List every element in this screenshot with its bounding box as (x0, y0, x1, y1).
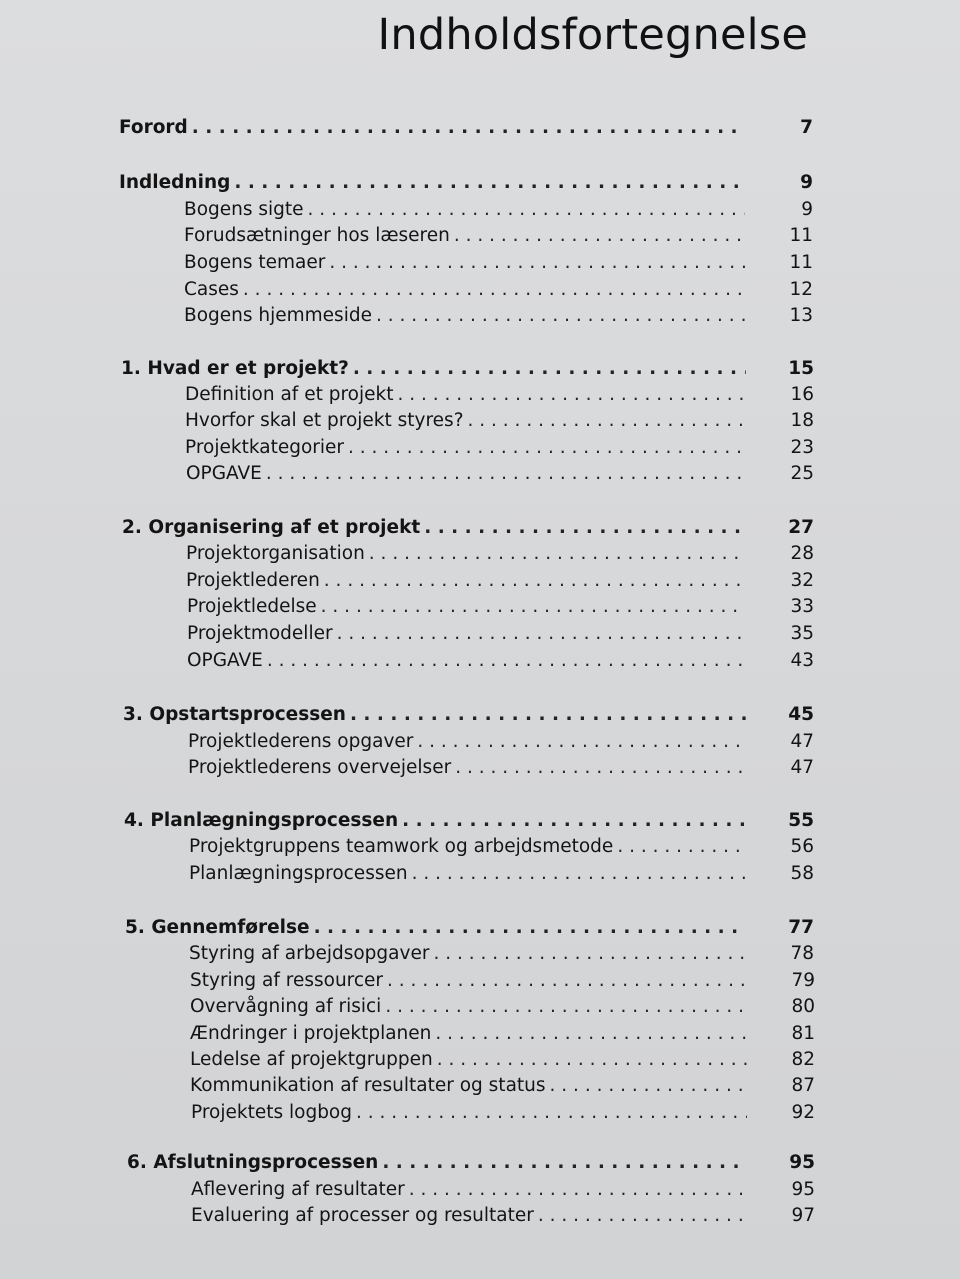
toc-entry-label: Kommunikation af resultater og status (190, 1075, 546, 1096)
toc-section-entry (190, 1021, 815, 1047)
toc-entry-page-number: 79 (791, 970, 815, 991)
toc-entry-page-number: 33 (790, 596, 814, 617)
toc-entry-page-number: 9 (801, 199, 813, 220)
dot-leader (437, 1047, 747, 1073)
dot-leader (376, 303, 745, 329)
toc-entry-label: Projektlederen (186, 570, 320, 591)
toc-section-entry (191, 1177, 815, 1203)
toc-entry-label: 5. Gennemførelse (125, 917, 310, 938)
toc-entry-label: Projektmodeller (187, 623, 333, 644)
dot-leader (267, 648, 746, 674)
dot-leader (234, 170, 745, 196)
toc-section-entry (190, 994, 815, 1020)
toc-entry-page-number: 55 (788, 810, 814, 831)
toc-entry-page-number: 45 (788, 704, 814, 725)
toc-section-entry (190, 1047, 815, 1073)
toc-section-entry (191, 1100, 815, 1126)
toc-chapter-entry (122, 515, 814, 541)
toc-entry-label: Styring af arbejdsopgaver (189, 943, 430, 964)
dot-leader (412, 861, 746, 887)
toc-entry-label: Bogens sigte (184, 199, 304, 220)
dot-leader (385, 994, 747, 1020)
toc-chapter-entry (127, 1150, 815, 1176)
toc-entry-page-number: 27 (788, 517, 814, 538)
toc-section-entry (185, 408, 814, 434)
toc-chapter-entry (123, 702, 814, 728)
toc-entry-page-number: 25 (790, 463, 814, 484)
dot-leader (397, 382, 746, 408)
toc-section-entry (189, 941, 814, 967)
toc-section-entry (191, 1203, 815, 1229)
toc-entry-page-number: 82 (791, 1049, 815, 1070)
toc-entry-page-number: 47 (790, 757, 814, 778)
dot-leader (550, 1073, 747, 1099)
toc-section-entry (185, 435, 814, 461)
toc-section-entry (184, 277, 813, 303)
toc-entry-label: Projektledelse (187, 596, 317, 617)
toc-chapter-entry (121, 356, 814, 382)
toc-entry-label: Evaluering af processer og resultater (191, 1205, 534, 1226)
dot-leader (321, 594, 746, 620)
toc-entry-label: 1. Hvad er et projekt? (121, 358, 349, 379)
toc-section-entry (185, 382, 814, 408)
toc-section-entry (184, 197, 813, 223)
toc-entry-label: Forord (119, 117, 188, 138)
toc-entry-page-number: 78 (790, 943, 814, 964)
toc-section-entry (187, 594, 814, 620)
toc-entry-page-number: 80 (791, 996, 815, 1017)
toc-entry-label: OPGAVE (187, 650, 263, 671)
toc-entry-page-number: 58 (790, 863, 814, 884)
toc-entry-label: Aflevering af resultater (191, 1179, 405, 1200)
toc-entry-page-number: 81 (791, 1023, 815, 1044)
toc-entry-label: Styring af ressourcer (190, 970, 384, 991)
dot-leader (243, 277, 745, 303)
toc-entry-page-number: 16 (790, 384, 814, 405)
toc-entry-page-number: 35 (790, 623, 814, 644)
toc-entry-label: Overvågning af risici (190, 996, 382, 1017)
toc-section-entry (184, 303, 813, 329)
dot-leader (468, 408, 746, 434)
toc-entry-label: Projektgruppens teamwork og arbejdsmetode (189, 836, 614, 857)
dot-leader (617, 834, 746, 860)
dot-leader (266, 461, 746, 487)
toc-entry-label: 6. Afslutningsprocessen (127, 1152, 379, 1173)
toc-section-entry (186, 568, 814, 594)
toc-section-entry (186, 461, 814, 487)
toc-section-entry (189, 834, 814, 860)
dot-leader (402, 808, 746, 834)
toc-entry-label: Planlægningsprocessen (189, 863, 408, 884)
toc-entry-page-number: 18 (790, 410, 814, 431)
toc-entry-label: Ledelse af projektgruppen (190, 1049, 433, 1070)
dot-leader (538, 1203, 747, 1229)
toc-entry-page-number: 77 (788, 917, 814, 938)
toc-entry-page-number: 97 (791, 1205, 815, 1226)
toc-entry-page-number: 87 (791, 1075, 815, 1096)
toc-entry-page-number: 12 (789, 279, 813, 300)
page-title: Indholdsfortegnelse (377, 10, 808, 60)
toc-entry-page-number: 92 (791, 1102, 815, 1123)
toc-entry-label: Projektlederens opgaver (188, 731, 414, 752)
toc-entry-page-number: 9 (800, 172, 813, 193)
toc-entry-page-number: 43 (790, 650, 814, 671)
dot-leader (409, 1177, 747, 1203)
toc-entry-page-number: 7 (800, 117, 813, 138)
toc-chapter-entry (119, 170, 813, 196)
toc-entry-label: Hvorfor skal et projekt styres? (185, 410, 464, 431)
dot-leader (329, 250, 745, 276)
dot-leader (435, 1021, 747, 1047)
toc-section-entry (186, 541, 814, 567)
toc-entry-page-number: 15 (788, 358, 814, 379)
dot-leader (455, 755, 746, 781)
dot-leader (387, 968, 747, 994)
toc-section-entry (184, 223, 813, 249)
toc-section-entry (187, 648, 814, 674)
toc-entry-label: 4. Planlægningsprocessen (124, 810, 399, 831)
dot-leader (454, 223, 745, 249)
dot-leader (324, 568, 746, 594)
dot-leader (308, 197, 745, 223)
toc-entry-page-number: 11 (789, 225, 813, 246)
toc-chapter-entry (125, 915, 814, 941)
toc-entry-label: Projektlederens overvejelser (188, 757, 452, 778)
toc-chapter-entry (124, 808, 814, 834)
toc-section-entry (187, 621, 814, 647)
toc-entry-label: Definition af et projekt (185, 384, 394, 405)
toc-entry-label: Bogens temaer (184, 252, 326, 273)
toc-chapter-entry (119, 115, 813, 141)
dot-leader (417, 729, 746, 755)
dot-leader (348, 435, 746, 461)
toc-entry-label: Forudsætninger hos læseren (184, 225, 450, 246)
toc-section-entry (184, 250, 813, 276)
toc-entry-page-number: 28 (790, 543, 814, 564)
toc-entry-label: Projektets logbog (191, 1102, 352, 1123)
toc-entry-label: Bogens hjemmeside (184, 305, 372, 326)
toc-section-entry (190, 1073, 815, 1099)
toc-entry-label: Indledning (119, 172, 231, 193)
toc-entry-page-number: 13 (789, 305, 813, 326)
toc-section-entry (190, 968, 815, 994)
toc-entry-label: 2. Organisering af et projekt (122, 517, 421, 538)
dot-leader (433, 941, 746, 967)
dot-leader (350, 702, 746, 728)
toc-section-entry (188, 729, 814, 755)
toc-entry-label: OPGAVE (186, 463, 262, 484)
toc-section-entry (188, 755, 814, 781)
toc-entry-label: Ændringer i projektplanen (190, 1023, 432, 1044)
toc-entry-page-number: 11 (789, 252, 813, 273)
dot-leader (356, 1100, 747, 1126)
toc-entry-page-number: 47 (790, 731, 814, 752)
toc-entry-label: 3. Opstartsprocessen (123, 704, 346, 725)
toc-entry-page-number: 95 (789, 1152, 815, 1173)
toc-entry-label: Projektkategorier (185, 437, 344, 458)
dot-leader (369, 541, 746, 567)
dot-leader (382, 1150, 747, 1176)
dot-leader (424, 515, 746, 541)
toc-entry-label: Cases (184, 279, 239, 300)
toc-section-entry (189, 861, 814, 887)
dot-leader (192, 115, 745, 141)
toc-entry-page-number: 56 (790, 836, 814, 857)
dot-leader (337, 621, 746, 647)
dot-leader (353, 356, 746, 382)
toc-entry-page-number: 32 (790, 570, 814, 591)
dot-leader (314, 915, 746, 941)
toc-entry-page-number: 95 (791, 1179, 815, 1200)
toc-entry-page-number: 23 (790, 437, 814, 458)
toc-entry-label: Projektorganisation (186, 543, 365, 564)
